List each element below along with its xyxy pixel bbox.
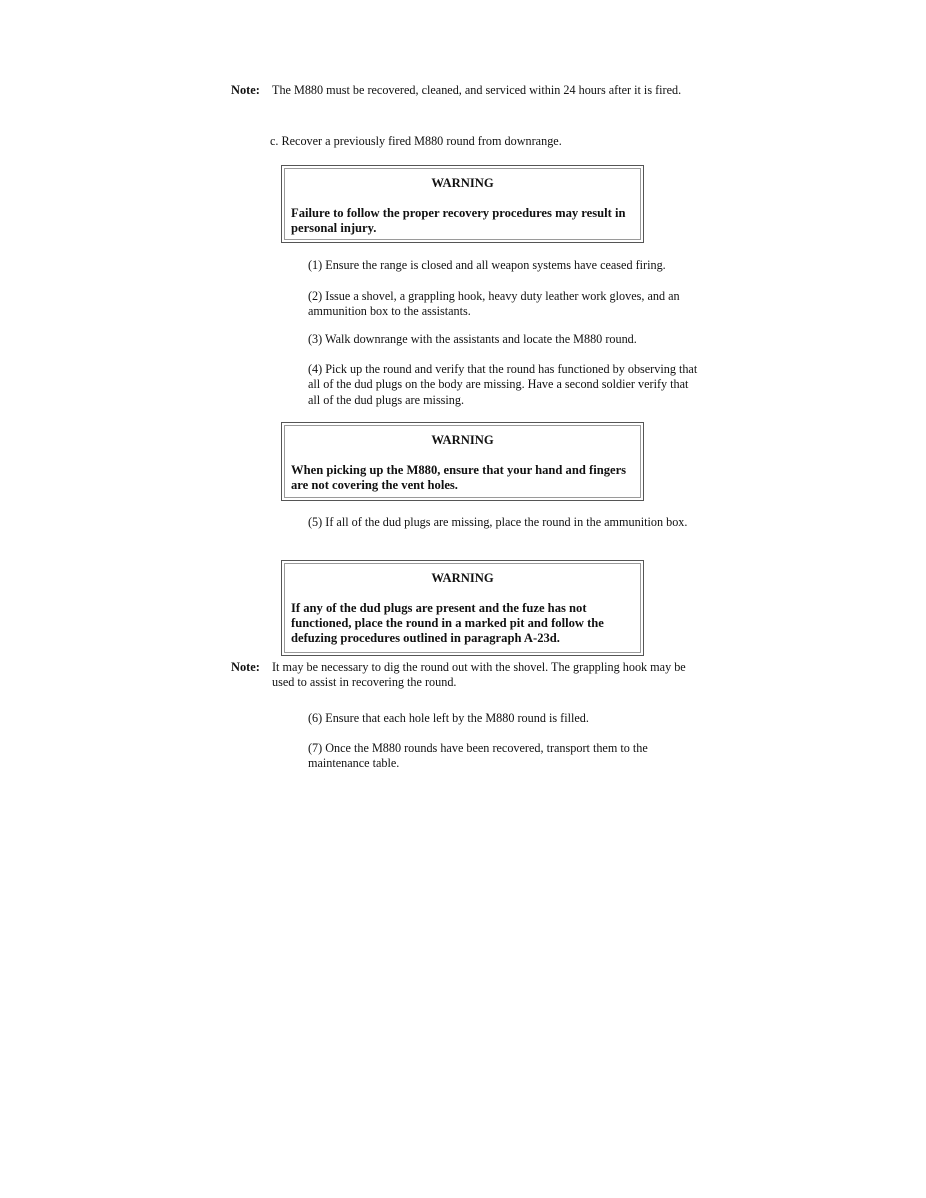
warning-text: When picking up the M880, ensure that your hand and fingers are not covering the vent holes. [291,463,627,492]
warning-title: WARNING [431,571,494,585]
note-label: Note: [231,83,260,97]
step-4: (4) Pick up the round and verify that the round has functioned by observing that all of the dud plugs on the body are missing. Have a second soldier verify that all of the dud plugs are missing. [308,362,698,407]
step-5: (5) If all of the dud plugs are missing, place the round in the ammunition box. [308,515,688,529]
step-1: (1) Ensure the range is closed and all weapon systems have ceased firing. [308,258,666,272]
step-2: (2) Issue a shovel, a grappling hook, heavy duty leather work gloves, and an ammunition box to the assistants. [308,289,680,319]
note-text: The M880 must be recovered, cleaned, and serviced within 24 hours after it is fired. [272,83,682,97]
warning-text: If any of the dud plugs are present and the fuze has not functioned, place the round in a marked pit and follow the defuzing procedures outlined in paragraph A-23d. [291,601,604,645]
warning-title: WARNING [431,433,494,447]
warning-box [281,422,644,501]
note-text: It may be necessary to dig the round out with the shovel. The grappling hook may be used to assist in recovering the round. [272,660,686,690]
note-label: Note: [231,660,260,674]
warning-title: WARNING [431,176,494,190]
warning-box [281,560,644,656]
step-c: c. Recover a previously fired M880 round from downrange. [270,134,562,148]
step-3: (3) Walk downrange with the assistants and locate the M880 round. [308,332,637,346]
step-6: (6) Ensure that each hole left by the M880 round is filled. [308,711,589,725]
warning-text: Failure to follow the proper recovery procedures may result in personal injury. [291,206,626,235]
step-7: (7) Once the M880 rounds have been recovered, transport them to the maintenance table. [308,741,648,771]
warning-box [281,165,644,243]
